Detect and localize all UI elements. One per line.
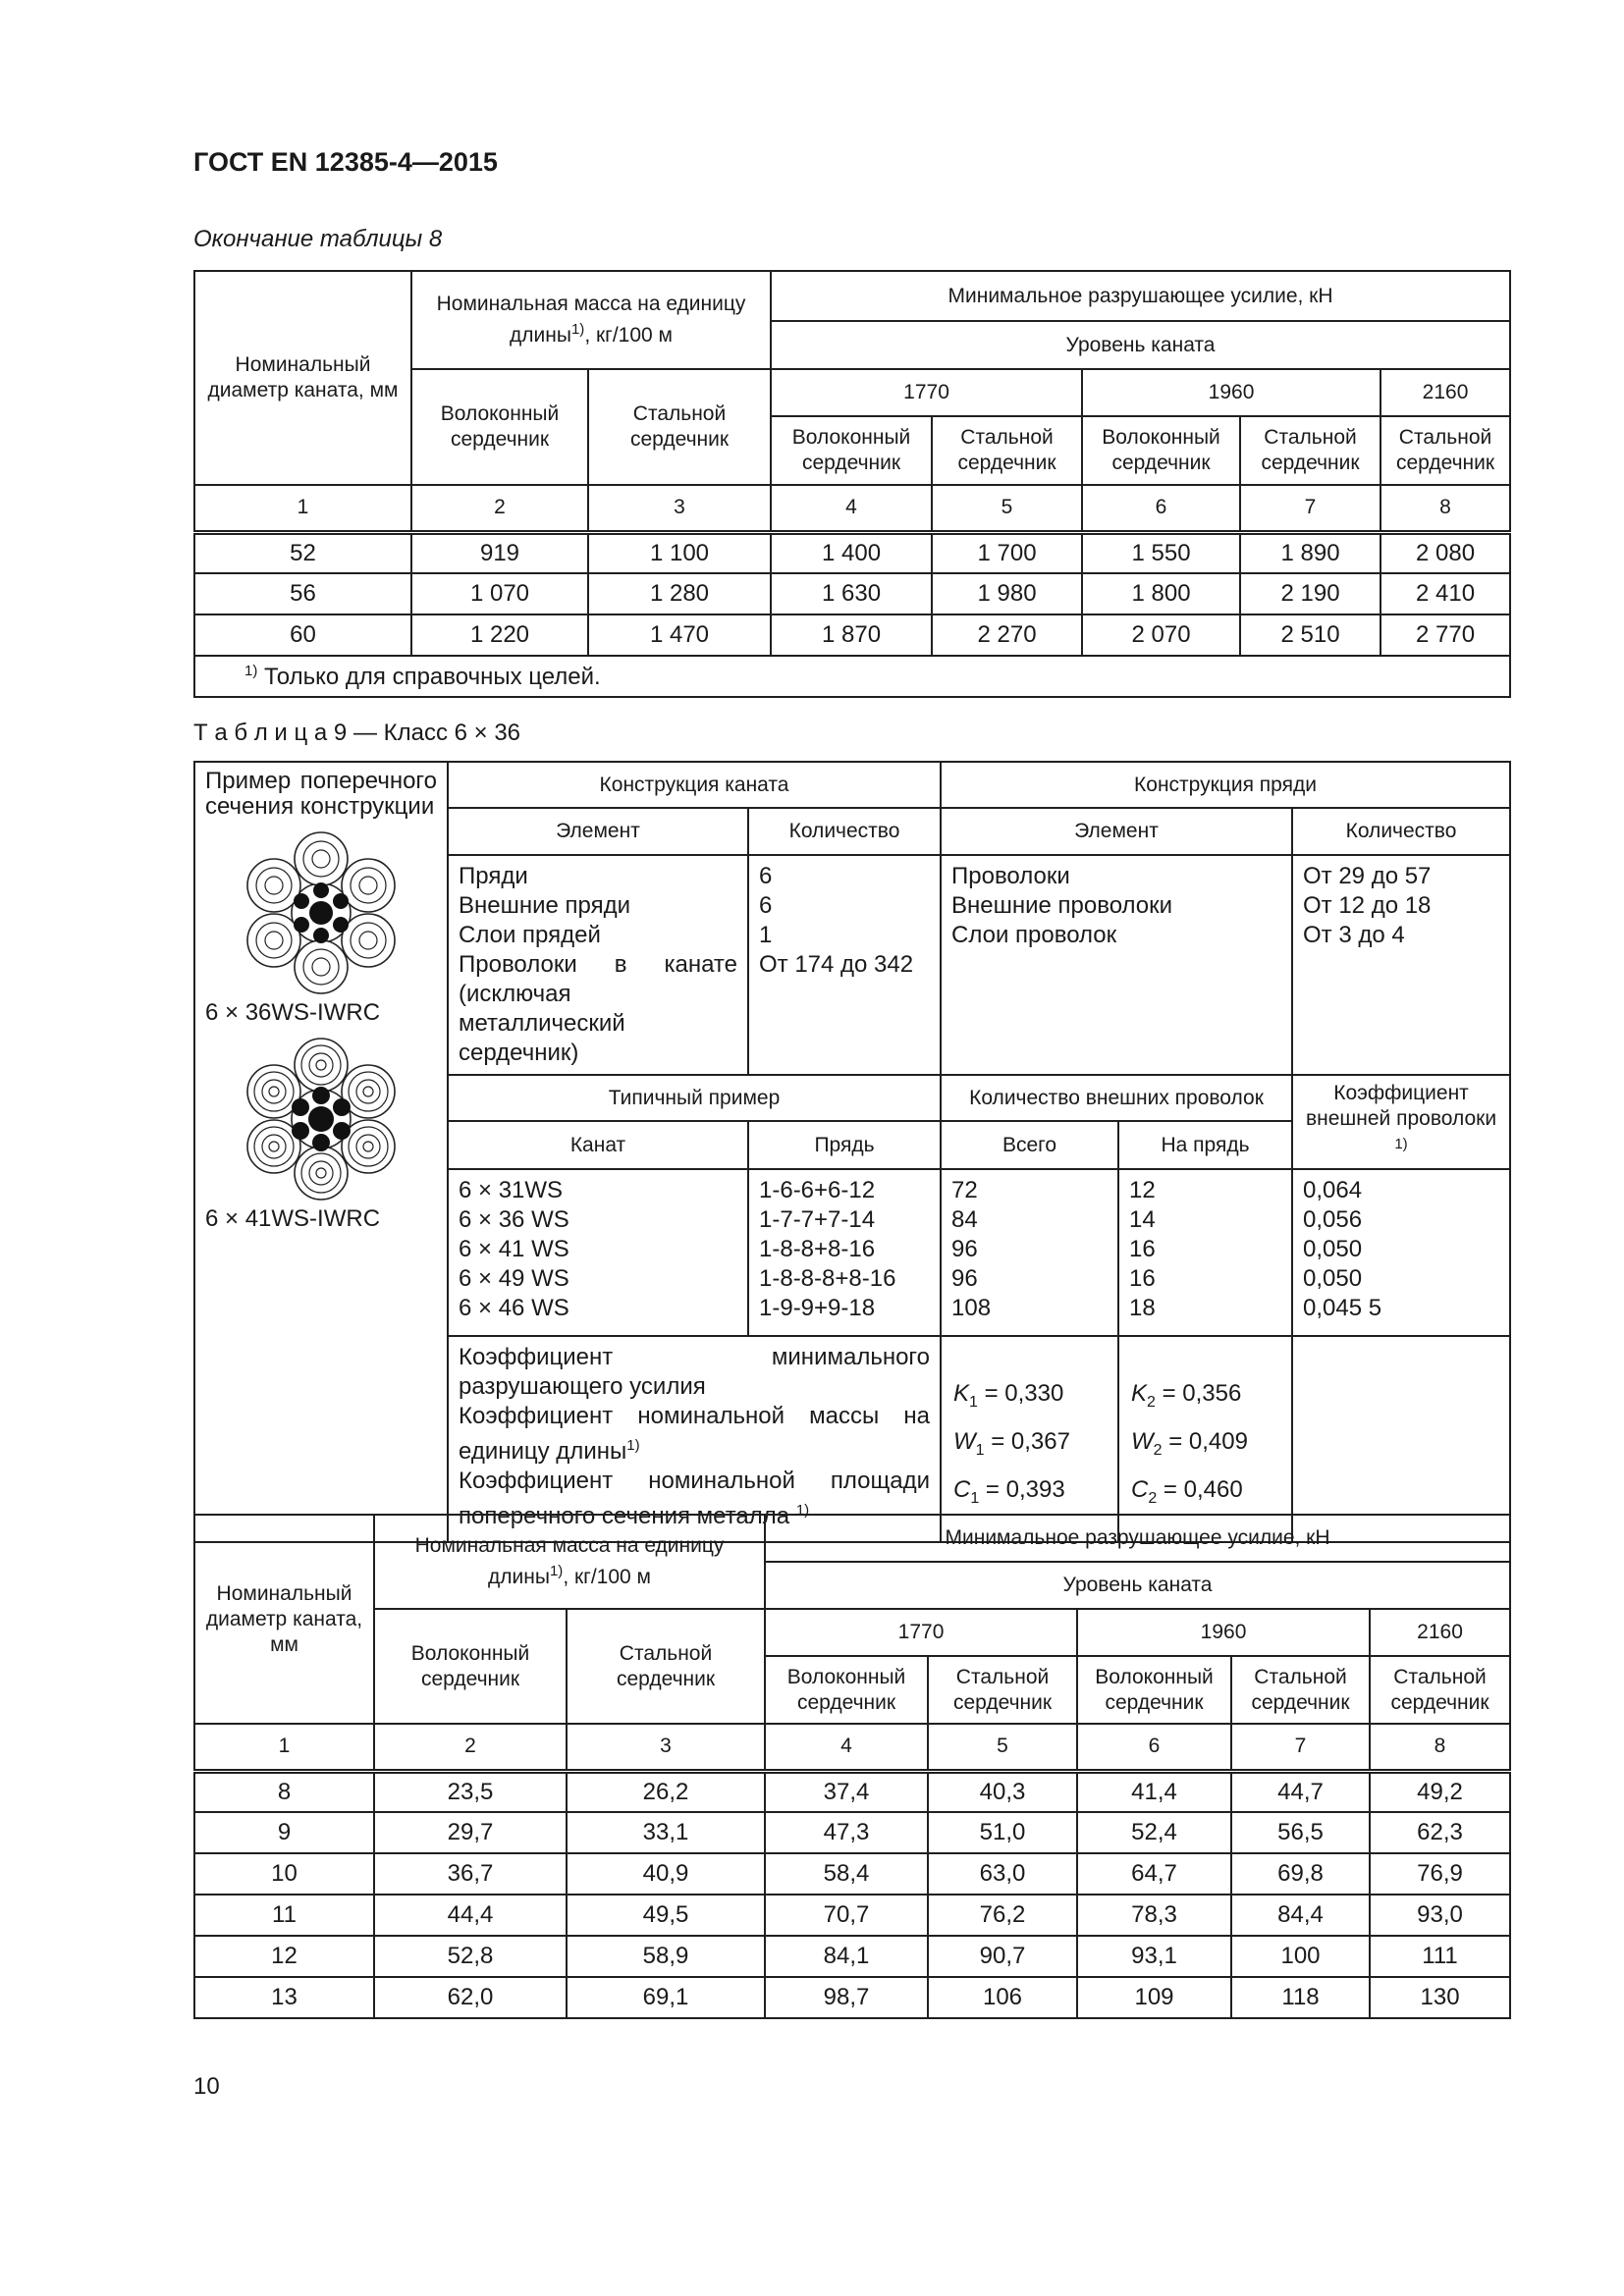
header-per-strand: На прядь [1118, 1121, 1292, 1169]
cell: 70,7 [765, 1895, 928, 1936]
cell: 49,5 [567, 1895, 765, 1936]
rope-cross-section-2-icon [238, 1036, 405, 1202]
header-grade: 1770 [765, 1609, 1077, 1656]
table9-caption: Т а б л и ц а 9 — Класс 6 × 36 [193, 720, 521, 746]
col-number: 7 [1231, 1724, 1370, 1771]
cross-section-header: Пример поперечного сечения конструкции [205, 768, 437, 820]
rope-cross-section-1-icon [238, 829, 405, 996]
cell: 1 550 [1082, 532, 1240, 573]
header-outer-wire-factor: Коэффициент внешней проволоки $^{1)}$ [1292, 1075, 1510, 1169]
cell: 52 [194, 532, 411, 573]
header-quantity: Количество [748, 808, 941, 855]
cell: 51,0 [928, 1812, 1077, 1853]
cell: 56 [194, 573, 411, 614]
cell: 2 410 [1380, 573, 1510, 614]
col-number: 1 [194, 1724, 374, 1771]
header-strand: Прядь [748, 1121, 941, 1169]
table-row [194, 1936, 1510, 1977]
header-steel: Стальной сердечник [928, 1656, 1077, 1724]
cell: 69,1 [567, 1977, 765, 2018]
header-fiber: Волоконный сердечник [411, 369, 588, 485]
cell: 84,4 [1231, 1895, 1370, 1936]
header-fiber: Волоконный сердечник [374, 1609, 567, 1724]
cell: 78,3 [1077, 1895, 1231, 1936]
rope-elements: Пряди Внешние пряди Слои прядей Проволоки в канате (исключая металлический сердечник) [448, 855, 748, 1075]
cell: 8 [194, 1771, 374, 1812]
header-rope: Канат [448, 1121, 748, 1169]
header-fiber: Волоконный сердечник [771, 416, 932, 485]
cell: 1 220 [411, 614, 588, 656]
cross-section-1-label: 6 × 36WS-IWRC [205, 999, 381, 1026]
cell: 1 400 [771, 532, 932, 573]
header-mass: Номинальная масса на единицу длины$^{1)}$, кг/100 м [374, 1515, 765, 1609]
cell: 84,1 [765, 1936, 928, 1977]
cell: 1 700 [932, 532, 1082, 573]
col-number: 5 [928, 1724, 1077, 1771]
cell: 40,3 [928, 1771, 1077, 1812]
header-diameter: Номинальный диаметр каната, мм [194, 271, 411, 485]
strand-elements: Проволоки Внешние проволоки Слои проволок [941, 855, 1292, 1075]
cell: 11 [194, 1895, 374, 1936]
cell: 1 280 [588, 573, 771, 614]
cell: 1 070 [411, 573, 588, 614]
col-number: 3 [588, 485, 771, 532]
strand-quantities: От 29 до 57 От 12 до 18 От 3 до 4 [1292, 855, 1510, 1075]
header-level: Уровень каната [771, 321, 1510, 369]
col-number: 4 [765, 1724, 928, 1771]
col-number: 8 [1380, 485, 1510, 532]
coefficients-2: $K_2 = 0,356$ $W_2 = 0,409$ $C_2 = 0,460$ [1118, 1336, 1292, 1542]
cell: 49,2 [1370, 1771, 1510, 1812]
col-number: 6 [1077, 1724, 1231, 1771]
cell: 60 [194, 614, 411, 656]
cell: 2 270 [932, 614, 1082, 656]
cell: 2 080 [1380, 532, 1510, 573]
cross-section-column [194, 762, 448, 1542]
table9 [193, 761, 1511, 1543]
cell: 1 890 [1240, 532, 1380, 573]
header-steel: Стальной сердечник [1240, 416, 1380, 485]
col-number: 2 [374, 1724, 567, 1771]
header-steel: Стальной сердечник [932, 416, 1082, 485]
header-quantity: Количество [1292, 808, 1510, 855]
table-row [194, 1895, 1510, 1936]
header-steel: Стальной сердечник [567, 1609, 765, 1724]
example-outer-wire-factor: 0,064 0,056 0,050 0,050 0,045 5 [1292, 1169, 1510, 1336]
cell: 93,1 [1077, 1936, 1231, 1977]
cell: 2 190 [1240, 573, 1380, 614]
cell: 56,5 [1231, 1812, 1370, 1853]
col-number: 4 [771, 485, 932, 532]
table-row [194, 573, 1510, 614]
cell: 26,2 [567, 1771, 765, 1812]
col-number: 8 [1370, 1724, 1510, 1771]
table-row [194, 1977, 1510, 2018]
cell: 29,7 [374, 1812, 567, 1853]
example-wires-per-strand: 12 14 16 16 18 [1118, 1169, 1292, 1336]
header-element: Элемент [448, 808, 748, 855]
coefficient-labels: Коэффициент минимального разрушающего усилия Коэффициент номинальной массы на единицу длины$^{1)}$ Коэффициент номинальной площади поперечного сечения металла $^{1)}$ [448, 1336, 941, 1542]
cell: 106 [928, 1977, 1077, 2018]
cell: 1 870 [771, 614, 932, 656]
cell: 44,7 [1231, 1771, 1370, 1812]
header-fiber: Волоконный сердечник [1082, 416, 1240, 485]
header-outer-wires-count: Количество внешних проволок [941, 1075, 1292, 1121]
cell: 58,9 [567, 1936, 765, 1977]
empty-cell [1292, 1336, 1510, 1542]
rope-quantities: 6 6 1 От 174 до 342 [748, 855, 941, 1075]
header-grade: 2160 [1380, 369, 1510, 416]
header-steel: Стальной сердечник [1370, 1656, 1510, 1724]
example-ropes: 6 × 31WS 6 × 36 WS 6 × 41 WS 6 × 49 WS 6 × 46 WS [448, 1169, 748, 1336]
cell: 2 770 [1380, 614, 1510, 656]
cell: 100 [1231, 1936, 1370, 1977]
cell: 41,4 [1077, 1771, 1231, 1812]
table8-end [193, 270, 1511, 698]
col-number: 5 [932, 485, 1082, 532]
cell: 9 [194, 1812, 374, 1853]
table9-values [193, 1514, 1511, 2019]
cell: 1 100 [588, 532, 771, 573]
table-row [194, 1853, 1510, 1895]
header-diameter: Номинальный диаметр каната, мм [194, 1515, 374, 1724]
cell: 62,0 [374, 1977, 567, 2018]
cell: 2 510 [1240, 614, 1380, 656]
cell: 919 [411, 532, 588, 573]
table-row [194, 1771, 1510, 1812]
col-number: 3 [567, 1724, 765, 1771]
header-grade: 1770 [771, 369, 1082, 416]
cell: 62,3 [1370, 1812, 1510, 1853]
cell: 69,8 [1231, 1853, 1370, 1895]
cell: 2 070 [1082, 614, 1240, 656]
header-steel: Стальной сердечник [1380, 416, 1510, 485]
document-header: ГОСТ EN 12385-4—2015 [193, 147, 498, 177]
header-mass: Номинальная масса на единицу длины$^{1)}$, кг/100 м [411, 271, 771, 369]
table8-continuation-caption: Окончание таблицы 8 [193, 226, 443, 252]
cell: 13 [194, 1977, 374, 2018]
cell: 47,3 [765, 1812, 928, 1853]
footnote: $^{1)}$ Только для справочных целей. [194, 656, 1510, 697]
table-row [194, 532, 1510, 573]
col-number: 7 [1240, 485, 1380, 532]
page-number: 10 [193, 2073, 220, 2100]
cell: 1 470 [588, 614, 771, 656]
cell: 10 [194, 1853, 374, 1895]
cell: 44,4 [374, 1895, 567, 1936]
header-rope-construction: Конструкция каната [448, 762, 941, 808]
header-typical-example: Типичный пример [448, 1075, 941, 1121]
coefficients-1: $K_1 = 0,330$ $W_1 = 0,367$ $C_1 = 0,393$ [941, 1336, 1118, 1542]
cell: 63,0 [928, 1853, 1077, 1895]
header-steel: Стальной сердечник [1231, 1656, 1370, 1724]
header-total: Всего [941, 1121, 1118, 1169]
header-fiber: Волоконный сердечник [1077, 1656, 1231, 1724]
header-grade: 1960 [1082, 369, 1380, 416]
cell: 130 [1370, 1977, 1510, 2018]
header-steel: Стальной сердечник [588, 369, 771, 485]
header-fiber: Волоконный сердечник [765, 1656, 928, 1724]
table-row [194, 614, 1510, 656]
cell: 36,7 [374, 1853, 567, 1895]
cell: 98,7 [765, 1977, 928, 2018]
cell: 52,4 [1077, 1812, 1231, 1853]
col-number: 6 [1082, 485, 1240, 532]
cell: 76,2 [928, 1895, 1077, 1936]
cell: 40,9 [567, 1853, 765, 1895]
cell: 118 [1231, 1977, 1370, 2018]
cell: 1 800 [1082, 573, 1240, 614]
cell: 12 [194, 1936, 374, 1977]
header-grade: 1960 [1077, 1609, 1370, 1656]
cell: 37,4 [765, 1771, 928, 1812]
header-level: Уровень каната [765, 1562, 1510, 1609]
cell: 33,1 [567, 1812, 765, 1853]
header-grade: 2160 [1370, 1609, 1510, 1656]
example-strands: 1-6-6+6-12 1-7-7+7-14 1-8-8+8-16 1-8-8-8+8-16 1-9-9+9-18 [748, 1169, 941, 1336]
cell: 1 980 [932, 573, 1082, 614]
cross-section-2-label: 6 × 41WS-IWRC [205, 1205, 381, 1232]
cell: 90,7 [928, 1936, 1077, 1977]
cell: 76,9 [1370, 1853, 1510, 1895]
cell: 93,0 [1370, 1895, 1510, 1936]
cell: 109 [1077, 1977, 1231, 2018]
cell: 64,7 [1077, 1853, 1231, 1895]
cell: 111 [1370, 1936, 1510, 1977]
cell: 23,5 [374, 1771, 567, 1812]
col-number: 2 [411, 485, 588, 532]
col-number: 1 [194, 485, 411, 532]
cell: 1 630 [771, 573, 932, 614]
cell: 58,4 [765, 1853, 928, 1895]
table-row [194, 1812, 1510, 1853]
header-force: Минимальное разрушающее усилие, кН [771, 271, 1510, 321]
header-force: Минимальное разрушающее усилие, кН [765, 1515, 1510, 1562]
cell: 52,8 [374, 1936, 567, 1977]
header-element: Элемент [941, 808, 1292, 855]
header-strand-construction: Конструкция пряди [941, 762, 1510, 808]
example-total-wires: 72 84 96 96 108 [941, 1169, 1118, 1336]
